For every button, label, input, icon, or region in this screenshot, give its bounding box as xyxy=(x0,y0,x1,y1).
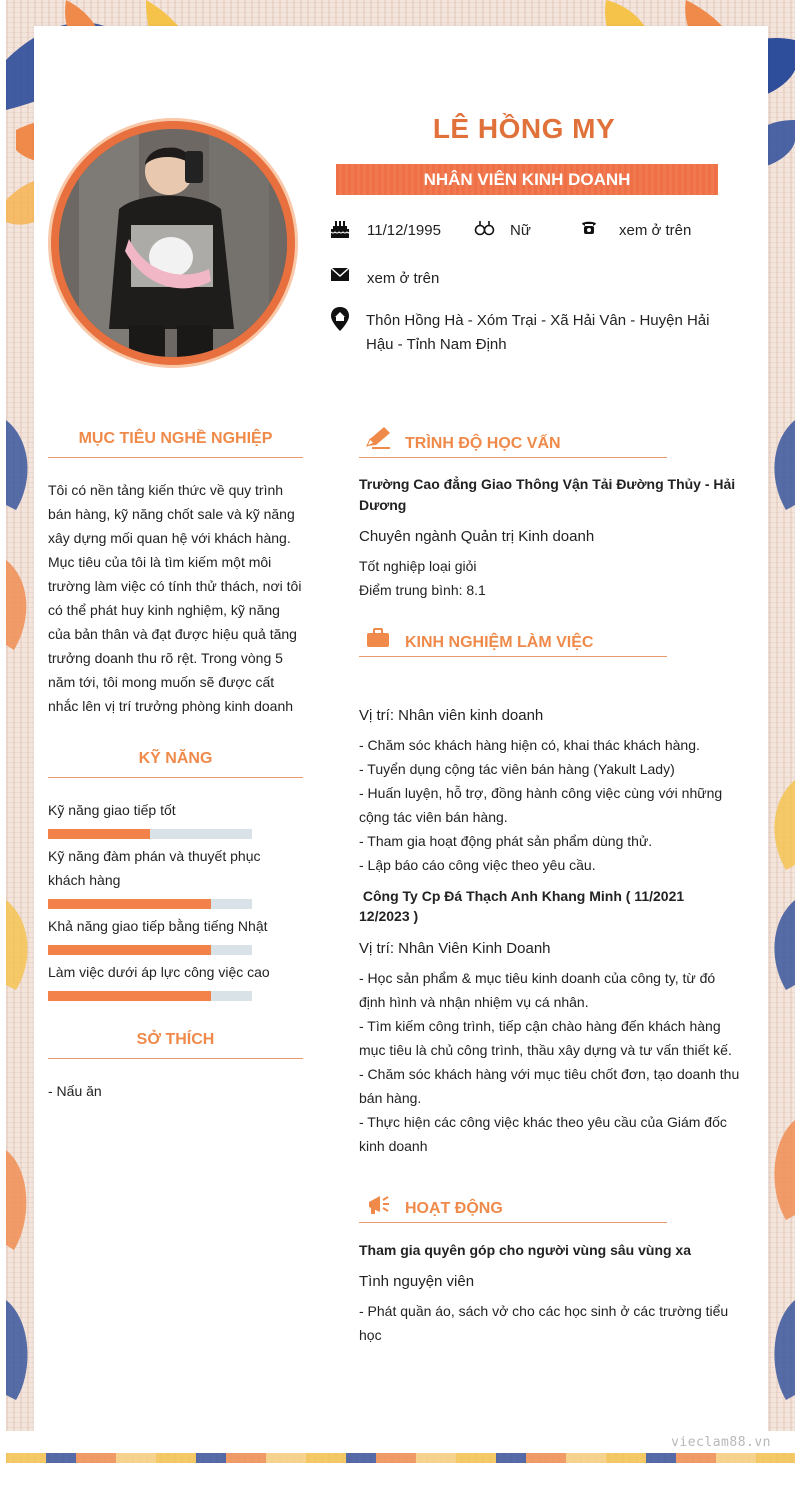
hobbies-text: - Nấu ăn xyxy=(48,1083,102,1099)
job-title: NHÂN VIÊN KINH DOANH xyxy=(423,169,631,189)
activities-divider xyxy=(359,1222,667,1223)
major: Chuyên ngành Quản trị Kinh doanh xyxy=(359,528,595,545)
skill-label: Khả năng giao tiếp bằng tiếng Nhật xyxy=(48,918,268,934)
candidate-name: LÊ HỒNG MY xyxy=(432,113,616,144)
hobbies-divider xyxy=(48,1058,303,1059)
job-detail: - Tuyển dụng cộng tác viên bán hàng (Yakult Lady) xyxy=(359,761,675,777)
gender-icon xyxy=(474,220,496,241)
skill-bar-fill xyxy=(48,945,211,955)
education-divider xyxy=(359,457,667,458)
avatar xyxy=(59,129,287,357)
gpa: Điểm trung bình: 8.1 xyxy=(359,582,486,598)
skills-divider xyxy=(48,777,303,778)
objective-divider xyxy=(48,457,303,458)
skill-bar xyxy=(48,899,252,909)
skill-bar xyxy=(48,991,252,1001)
job-detail: - Học sản phẩm & mục tiêu kinh doanh của công ty, từ đó định hình và nhận nhiệm vụ cá nhân. xyxy=(359,970,716,1010)
experience-title: KINH NGHIỆM LÀM VIỆC xyxy=(405,634,594,651)
birthday-cake-icon xyxy=(329,218,351,243)
hobbies-title: SỞ THÍCH xyxy=(136,1031,215,1048)
job-detail: - Thực hiện các công việc khác theo yêu cầu của Giám đốc kinh doanh xyxy=(359,1114,727,1154)
company-name: Công Ty Cp Đá Thạch Anh Khang Minh ( 11/2021 12/2023 ) xyxy=(359,888,689,924)
activity-detail: - Phát quần áo, sách vở cho các học sinh ở các trường tiểu học xyxy=(359,1303,729,1343)
job-role: Vị trí: Nhân viên kinh doanh xyxy=(359,707,544,724)
skill-bar xyxy=(48,829,252,839)
phone-icon xyxy=(580,218,598,239)
job-detail: - Tìm kiếm công trình, tiếp cận chào hàng đến khách hàng mục tiêu là chủ công trình, thầu xây dựng và tư vấn thiết kế. xyxy=(359,1018,732,1058)
skill-bar xyxy=(48,945,252,955)
watermark: vieclam88.vn xyxy=(671,1435,771,1450)
envelope-icon xyxy=(330,267,350,285)
gender-value: Nữ xyxy=(510,222,531,239)
skills-title: KỸ NĂNG xyxy=(138,750,213,767)
phone-value: xem ở trên xyxy=(619,222,692,239)
email-value: xem ở trên xyxy=(367,270,440,287)
skill-bar-fill xyxy=(48,991,211,1001)
school-name: Trường Cao đẳng Giao Thông Vận Tải Đường Thủy - Hải Dương xyxy=(359,476,736,513)
job-detail: - Chăm sóc khách hàng hiện có, khai thác khách hàng. xyxy=(359,737,700,753)
skill-bar-fill xyxy=(48,899,211,909)
job-detail: - Huấn luyện, hỗ trợ, đồng hành công việc cùng với những cộng tác viên bán hàng. xyxy=(359,785,723,825)
graduation-grade: Tốt nghiệp loại giỏi xyxy=(359,558,477,574)
skill-label: Kỹ năng đàm phán và thuyết phục khách hàng xyxy=(48,848,261,888)
birthday-value: 11/12/1995 xyxy=(367,222,441,239)
objective-title: MỤC TIÊU NGHỀ NGHIỆP xyxy=(78,430,273,447)
megaphone-icon xyxy=(366,1192,392,1223)
skill-label: Làm việc dưới áp lực công việc cao xyxy=(48,964,270,980)
job-title-band xyxy=(336,164,718,195)
education-title: TRÌNH ĐỘ HỌC VẤN xyxy=(405,435,561,452)
skill-bar-fill xyxy=(48,829,150,839)
avatar-frame xyxy=(51,121,295,365)
job-role: Vị trí: Nhân Viên Kinh Doanh xyxy=(359,940,551,957)
address-value: Thôn Hồng Hà - Xóm Trại - Xã Hải Vân - Huyện Hải Hậu - Tỉnh Nam Định xyxy=(366,312,710,353)
job-detail: - Chăm sóc khách hàng với mục tiêu chốt đơn, tạo doanh thu bán hàng. xyxy=(359,1066,740,1106)
job-detail: - Tham gia hoạt động phát sản phẩm dùng thử. xyxy=(359,833,653,849)
pencil-icon xyxy=(364,426,392,455)
activity-name: Tham gia quyên góp cho người vùng sâu vùng xa xyxy=(359,1242,692,1258)
map-pin-icon xyxy=(330,306,350,335)
job-detail: - Lập báo cáo công việc theo yêu cầu. xyxy=(359,857,596,873)
skill-label: Kỹ năng giao tiếp tốt xyxy=(48,802,176,818)
experience-divider xyxy=(359,656,667,657)
person-photo-icon xyxy=(59,129,287,357)
briefcase-icon xyxy=(366,628,390,653)
activities-title: HOẠT ĐỘNG xyxy=(405,1200,503,1217)
activity-role: Tình nguyện viên xyxy=(359,1273,475,1290)
objective-text: Tôi có nền tảng kiến thức về quy trình bán hàng, kỹ năng chốt sale và kỹ năng xây dựng mối quan hệ với khách hàng. Mục tiêu của tôi là tìm kiếm một môi trường làm việc có tính thử thách, nơi tôi có thể phát huy kinh nghiệm, kỹ năng của bản thân và đạt được hiệu quả tăng trưởng doanh thu rõ rệt. Trong vòng 5 năm tới, tôi mong muốn sẽ được cất nhắc lên vị trí trưởng phòng kinh doanh xyxy=(48,482,302,714)
